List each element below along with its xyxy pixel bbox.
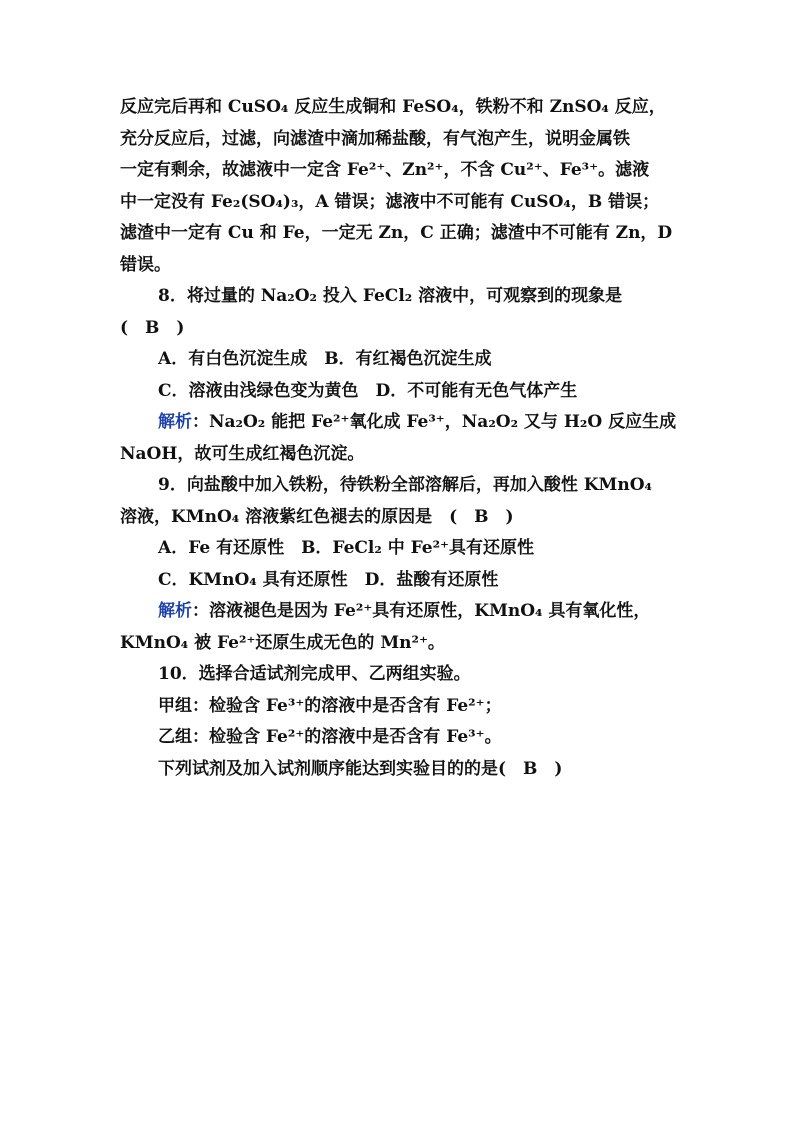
question-10-group-b: 乙组：检验含 Fe²⁺的溶液中是否含有 Fe³⁺。	[158, 727, 502, 747]
question-9-options: C．KMnO₄ 具有还原性 D．盐酸有还原性	[158, 569, 499, 590]
text-line: 一定有剩余，故滤液中一定含 Fe²⁺、Zn²⁺，不含 Cu²⁺、Fe³⁺。滤液	[120, 160, 650, 180]
analysis-text: ：溶液褪色是因为 Fe²⁺具有还原性，KMnO₄ 具有氧化性，	[192, 601, 651, 621]
text-line: 充分反应后，过滤，向滤渣中滴加稀盐酸，有气泡产生，说明金属铁	[120, 128, 630, 149]
question-9-stem-cont: 溶液，KMnO₄ 溶液紫红色褪去的原因是 ( B )	[120, 506, 514, 527]
question-9-options: A．Fe 有还原性 B．FeCl₂ 中 Fe²⁺具有还原性	[158, 538, 535, 558]
analysis-label: 解析	[158, 412, 192, 432]
text-line: 错误。	[120, 254, 171, 275]
document-page	[120, 92, 676, 785]
question-9-analysis	[120, 596, 676, 628]
question-8-options: C．溶液由浅绿色变为黄色 D．不可能有无色气体产生	[158, 380, 578, 401]
question-8-options: A．有白色沉淀生成 B．有红褐色沉淀生成	[158, 349, 492, 369]
question-8-analysis	[120, 407, 676, 439]
question-10-group-a: 甲组：检验含 Fe³⁺的溶液中是否含有 Fe²⁺；	[158, 695, 502, 716]
text-line: 中一定没有 Fe₂(SO₄)₃，A 错误；滤液中不可能有 CuSO₄，B 错误；	[120, 191, 660, 212]
text-line: 反应完后再和 CuSO₄ 反应生成铜和 FeSO₄，铁粉不和 ZnSO₄ 反应，	[120, 97, 666, 117]
question-10-stem: 10．选择合适试剂完成甲、乙两组实验。	[158, 664, 471, 684]
question-8-answer: ( B )	[120, 317, 185, 338]
question-8-stem: 8．将过量的 Na₂O₂ 投入 FeCl₂ 溶液中，可观察到的现象是	[158, 286, 623, 306]
question-8-analysis-cont: NaOH，故可生成红褐色沉淀。	[120, 443, 365, 464]
analysis-label: 解析	[158, 601, 192, 621]
question-9-stem: 9．向盐酸中加入铁粉，待铁粉全部溶解后，再加入酸性 KMnO₄	[158, 475, 652, 495]
question-10-stem-cont: 下列试剂及加入试剂顺序能达到实验目的的是( B )	[158, 758, 563, 779]
text-line: 滤渣中一定有 Cu 和 Fe，一定无 Zn，C 正确；滤渣中不可能有 Zn，D	[120, 223, 673, 243]
analysis-text: ：Na₂O₂ 能把 Fe²⁺氧化成 Fe³⁺，Na₂O₂ 又与 H₂O 反应生成	[192, 412, 677, 432]
question-9-analysis-cont: KMnO₄ 被 Fe²⁺还原生成无色的 Mn²⁺。	[120, 632, 445, 653]
